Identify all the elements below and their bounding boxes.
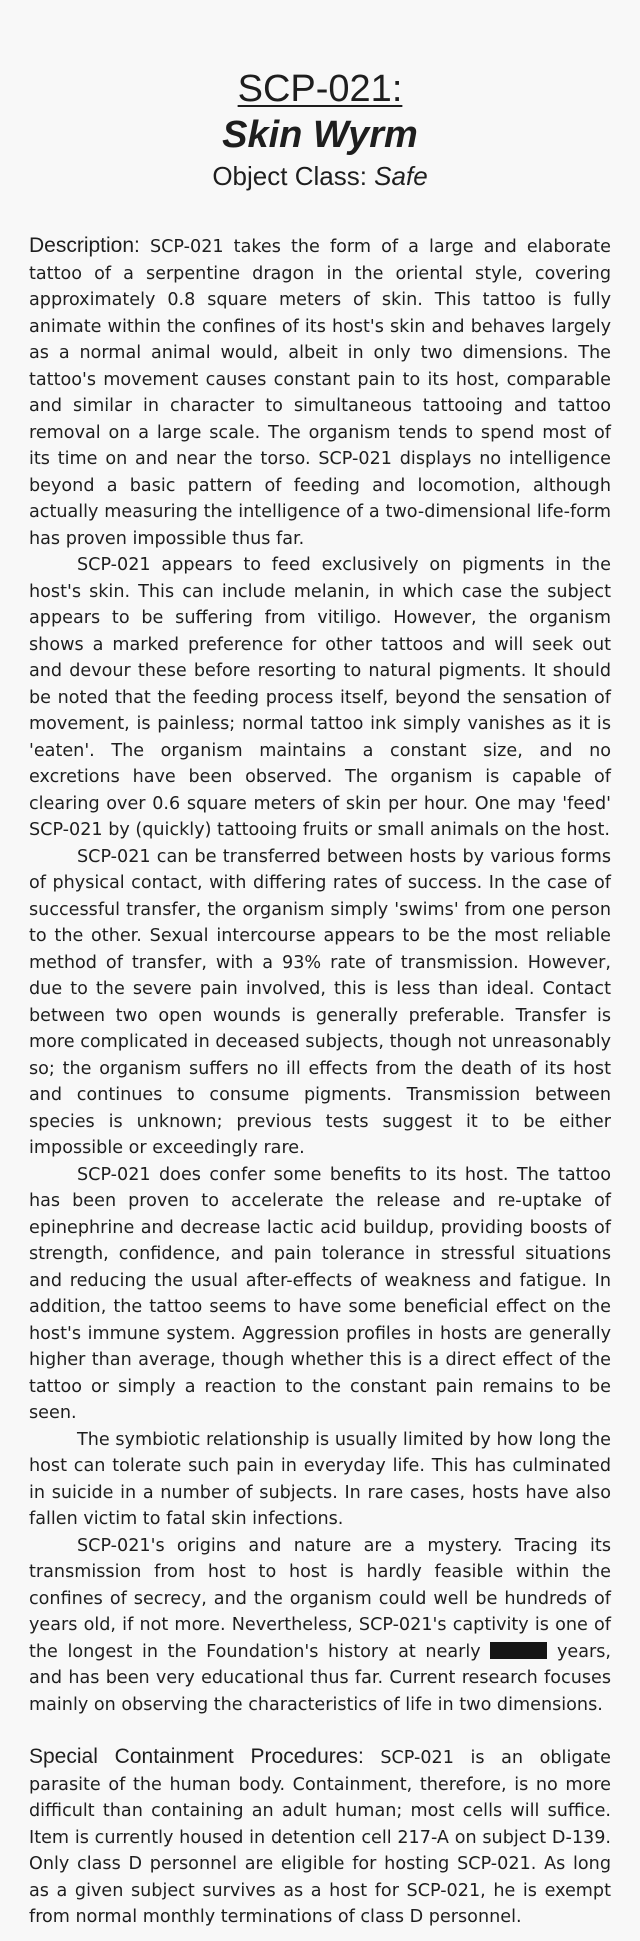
containment-paragraph — [29, 1744, 611, 1931]
description-section — [29, 233, 611, 1718]
description-paragraph — [29, 1533, 611, 1719]
containment-label: Special Containment Procedures: — [29, 1745, 364, 1768]
object-class-line — [29, 160, 611, 192]
description-paragraph-text: SCP-021 takes the form of a large and elaborate tattoo of a serpentine dragon in the oriental style, covering approximately 0.8 square meters of skin. This tattoo is fully animate within the confines of its host's skin and behaves largely as a normal animal would, albeit in only two dimensions. The tattoo's movement causes constant pain to its host, comparable and similar in character to simultaneous tattooing and tattoo removal on a large scale. The organism tends to spend most of its time on and near the torso. SCP-021 displays no intelligence beyond a basic pattern of feeding and locomotion, although actually measuring the intelligence of a two-dimensional life-form has proven impossible thus far. — [29, 237, 612, 549]
containment-paragraph-text: SCP-021 is an obligate parasite of the human body. Containment, therefore, is no more difficult than containing an adult human; most cells will suffice. Item is currently housed in detention cell 217-A on subject D-139. Only class D personnel are eligible for hosting SCP-021. As long as a given subject survives as a host for SCP-021, he is exempt from normal monthly terminations of class D personnel. — [29, 1748, 611, 1927]
page-title: SCP-021: — [237, 68, 403, 110]
description-paragraph-text: SCP-021's origins and nature are a mystery. Tracing its transmission from host to host is hardly feasible within the confines of secrecy, and the organism could well be hundreds of years old, if not more. Nevertheless, SCP-021's captivity is one of the longest in the Foundation's history at nearly — [29, 1535, 611, 1662]
description-paragraph: SCP-021 appears to feed exclusively on pigments in the host's skin. This can include melanin, in which case the subject appears to be suffering from vitiligo. However, the organism shows a marked preference for other tattoos and will seek out and devour these before resorting to natural pigments. It should be noted that the feeding process itself, beyond the sensation of movement, is painless; normal tattoo ink simply vanishes as it is 'eaten'. The organism maintains a constant size, and no excretions have been observed. The organism is capable of clearing over 0.6 square meters of skin per hour. One may 'feed' SCP-021 by (quickly) tattooing fruits or small animals on the host. — [29, 555, 611, 840]
description-paragraph-text: years, and has been very educational thus far. Current research focuses mainly on observing the characteristics of life in two dimensions. — [29, 1641, 612, 1715]
object-class-value: Safe — [374, 161, 428, 191]
containment-section — [29, 1744, 611, 1931]
description-paragraph: SCP-021 does confer some benefits to its host. The tattoo has been proven to accelerate the release and re-uptake of epinephrine and decrease lactic acid buildup, providing boosts of strength, confidence, and pain tolerance in stressful situations and reducing the usual after-effects of weakness and fatigue. In addition, the tattoo seems to have some beneficial effect on the host's immune system. Aggression profiles in hosts are generally higher than average, though whether this is a direct effect of the tattoo or simply a reaction to the constant pain remains to be seen. — [29, 1164, 611, 1423]
page-subtitle: Skin Wyrm — [222, 114, 418, 156]
document-header — [29, 66, 611, 192]
description-paragraph: SCP-021 can be transferred between hosts by various forms of physical contact, with differing rates of success. In the case of successful transfer, the organism simply 'swims' from one person to the other. Sexual intercourse appears to be the most reliable method of transfer, with a 93% rate of transmission. However, due to the severe pain involved, this is less than ideal. Contact between two open wounds is generally preferable. Transfer is more complicated in deceased subjects, though not unreasonably so; the organism suffers no ill effects from the death of its host and continues to consume pigments. Transmission between species is unknown; previous tests suggest it to be either impossible or exceedingly rare. — [29, 846, 611, 1158]
object-class-label: Object Class: — [212, 161, 367, 191]
description-label: Description: — [29, 234, 140, 257]
description-paragraph: The symbiotic relationship is usually limited by how long the host can tolerate such pain in everyday life. This has culminated in suicide in a number of subjects. In rare cases, hosts have also fallen victim to fatal skin infections. — [29, 1429, 611, 1529]
redaction-bar — [490, 1642, 547, 1659]
description-paragraph — [29, 233, 611, 552]
